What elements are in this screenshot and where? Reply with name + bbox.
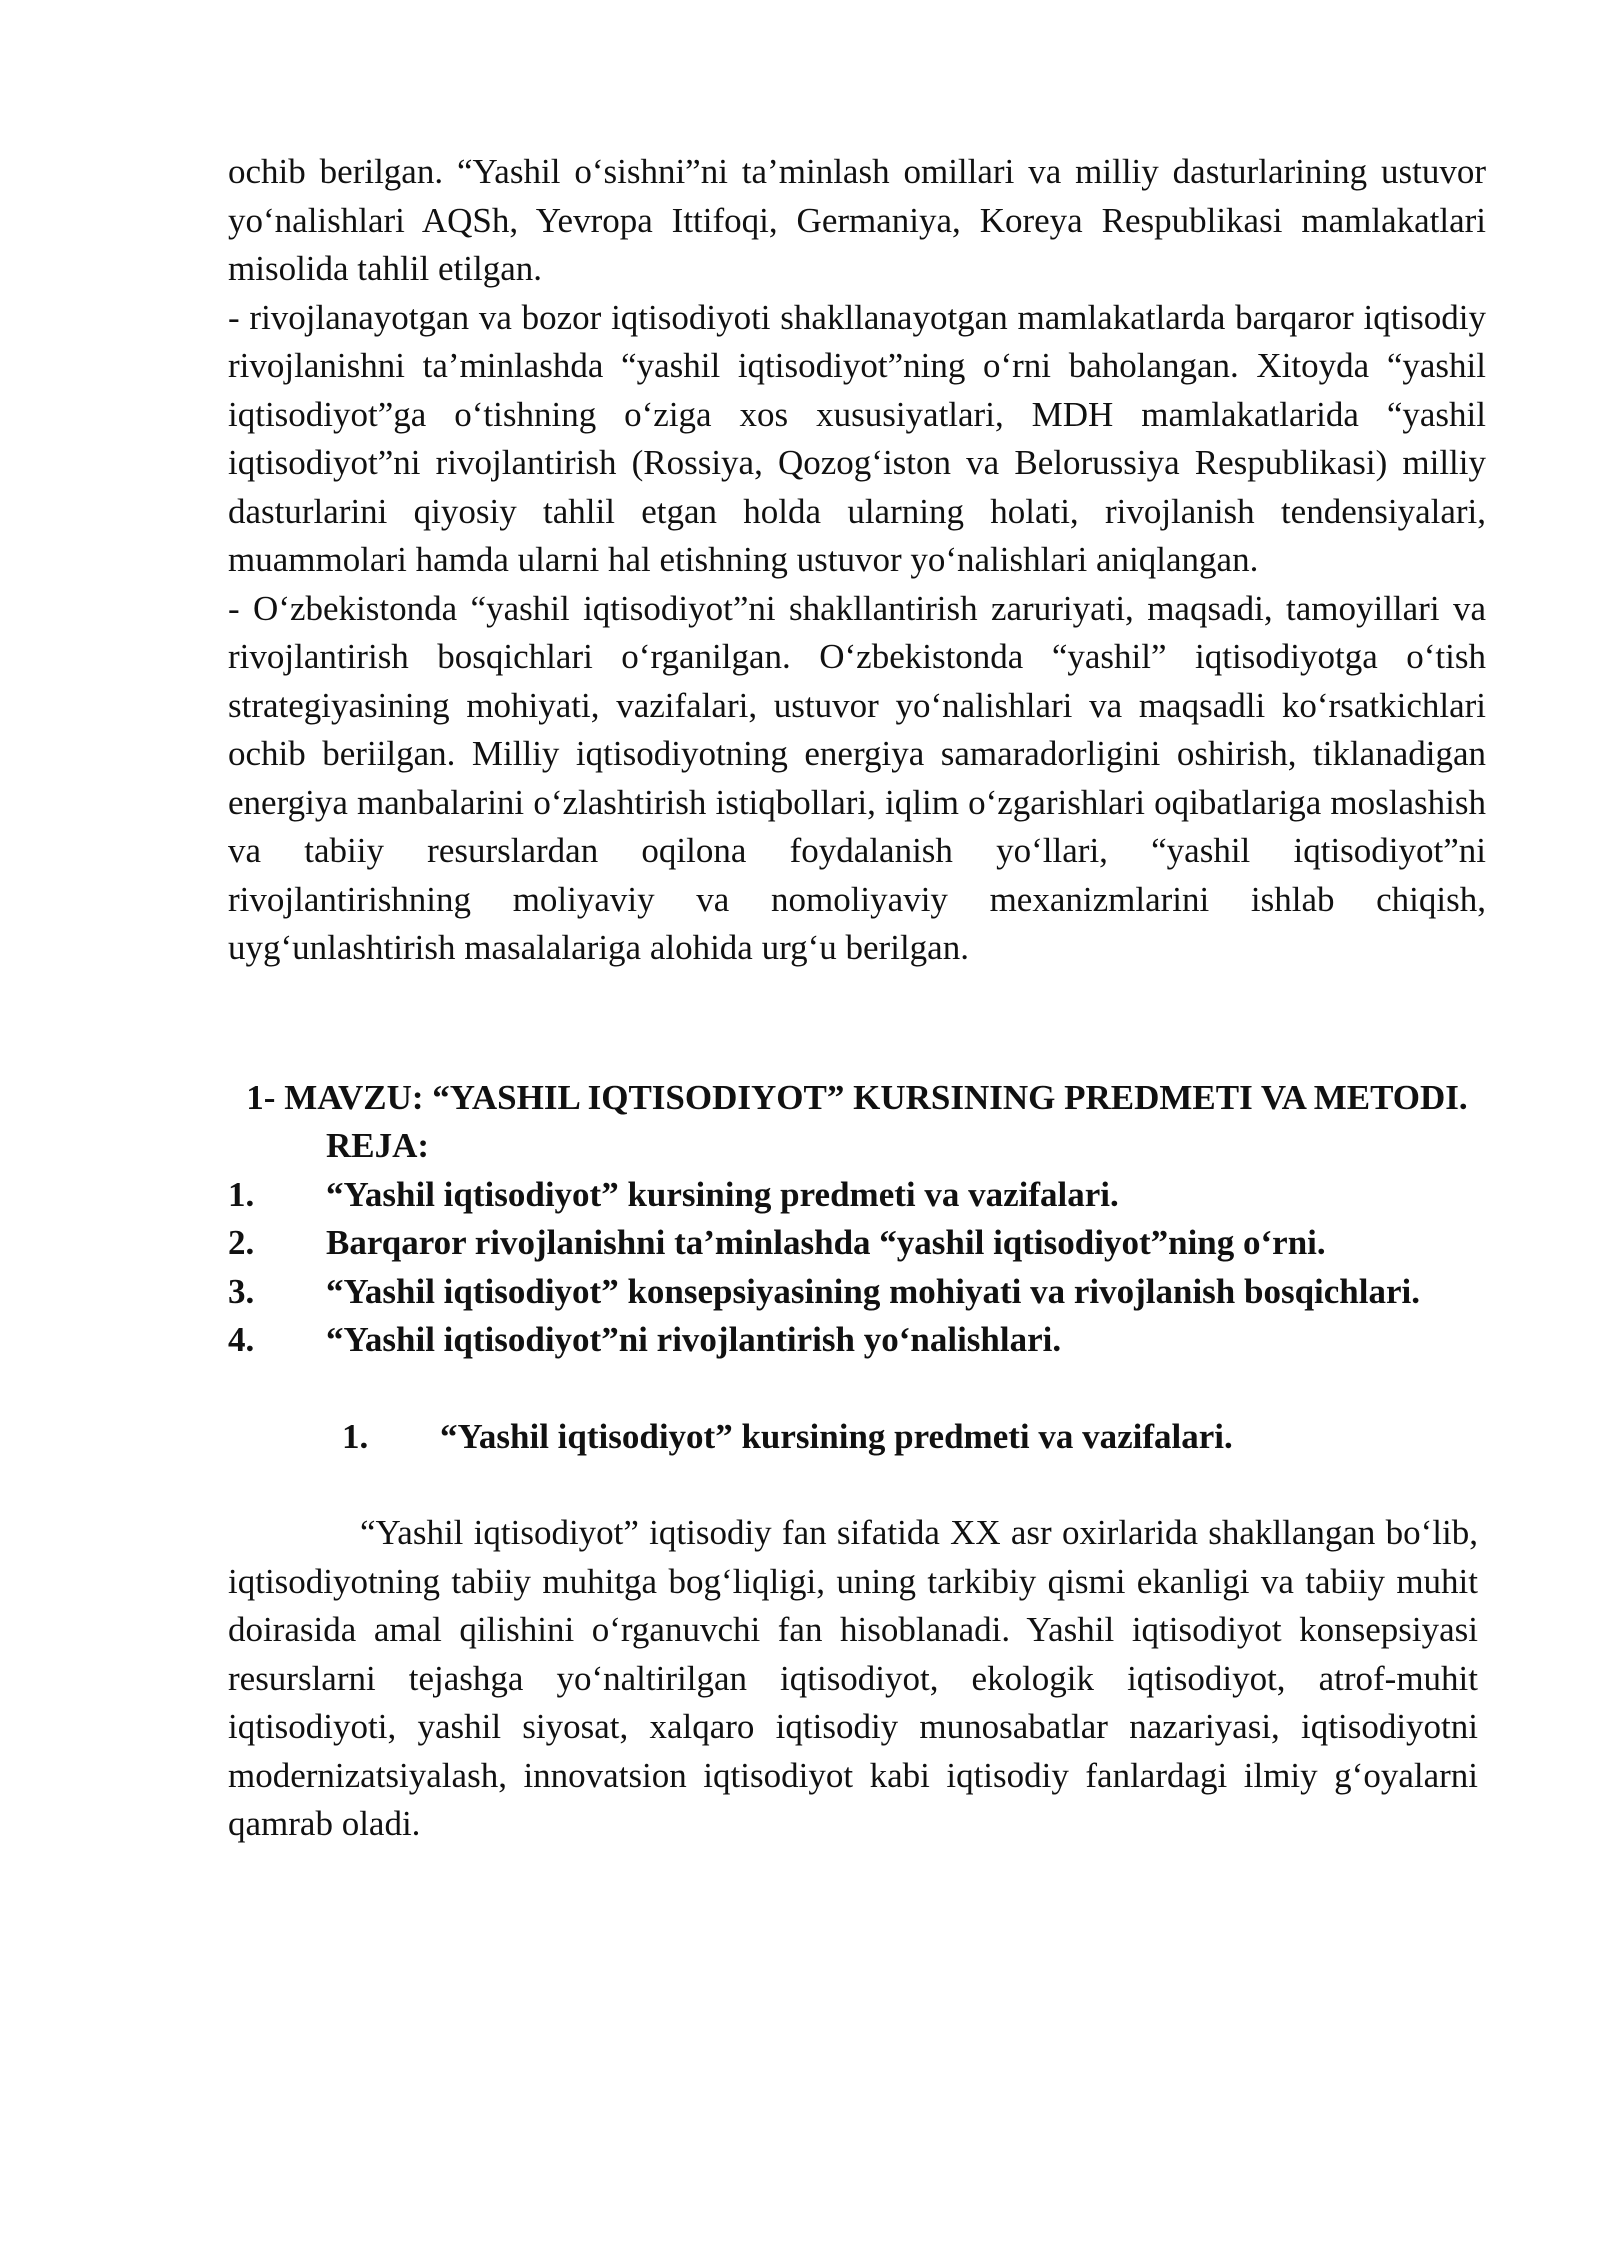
intro-paragraph-3: - O‘zbekistonda “yashil iqtisodiyot”ni shakllantirish zaruriyati, maqsadi, tamoyillari va rivojlantirish bosqichlari o‘rganilgan. O‘zbekistonda “yashil” iqtisodiyotga o‘tish strategiyasining mohiyati, vazifalari, ustuvor yo‘nalishlari va maqsadli ko‘rsatkichlari ochib beriilgan. Milliy iqtisodiyotning energiya samaradorligini oshirish, tiklanadigan energiya manbalarini o‘zlashtirish istiqbollari, iqlim o‘zgarishlari oqibatlariga moslashish va tabiiy resurslardan oqilona foydalanish yo‘llari, “yashil iqtisodiyot”ni rivojlantirishning moliyaviy va nomoliyaviy mexanizmlarini ishlab chiqish, uyg‘unlashtirish masalalariga alohida urg‘u berilgan. bbox=[228, 588, 1486, 967]
topic-title: 1- MAVZU: “YASHIL IQTISODIYOT” KURSINING PREDMETI VA METODI. bbox=[246, 1077, 1468, 1117]
plan-item-text: “Yashil iqtisodiyot” kursining predmeti va vazifalari. bbox=[326, 1174, 1119, 1214]
page-content bbox=[228, 148, 1486, 1849]
section-title: “Yashil iqtisodiyot” kursining predmeti va vazifalari. bbox=[440, 1416, 1233, 1456]
plan-item bbox=[228, 1171, 1486, 1220]
plan-item-number: 1. bbox=[228, 1174, 255, 1214]
section-heading bbox=[228, 1413, 1486, 1462]
plan-item-number: 3. bbox=[228, 1271, 255, 1311]
intro-paragraph-2: - rivojlanayotgan va bozor iqtisodiyoti shakllanayotgan mamlakatlarda barqaror iqtisodiy rivojlanishni ta’minlashda “yashil iqtisodiyot”ning o‘rni baholangan. Xitoyda “yashil iqtisodiyot”ga o‘tishning o‘ziga xos xususiyatlari, MDH mamlakatlarida “yashil iqtisodiyot”ni rivojlantirish (Rossiya, Qozog‘iston va Belorussiya Respublikasi) milliy dasturlarini qiyosiy tahlil etgan holda ularning holati, rivojlanish tendensiyalari, muammolari hamda ularni hal etishning ustuvor yo‘nalishlari aniqlangan. bbox=[228, 297, 1486, 579]
plan-item-text: “Yashil iqtisodiyot” konsepsiyasining mohiyati va rivojlanish bosqichlari. bbox=[326, 1271, 1421, 1311]
plan-label: REJA: bbox=[326, 1126, 430, 1165]
plan-item-number: 4. bbox=[228, 1320, 255, 1359]
section-number: 1. bbox=[342, 1416, 369, 1456]
plan-list bbox=[228, 1171, 1486, 1365]
intro-paragraph-1: ochib berilgan. “Yashil o‘sishni”ni ta’minlash omillari va milliy dasturlarining ustuvor yo‘nalishlari AQSh, Yevropa Ittifoqi, Germaniya, Koreya Respublikasi mamlakatlari misolida tahlil etilgan. bbox=[228, 152, 1486, 288]
plan-item-text: Barqaror rivojlanishni ta’minlashda “yashil iqtisodiyot”ning o‘rni. bbox=[326, 1223, 1326, 1262]
plan-item bbox=[228, 1316, 1486, 1365]
plan-item-number: 2. bbox=[228, 1223, 255, 1262]
section-body-paragraph: “Yashil iqtisodiyot” iqtisodiy fan sifatida XX asr oxirlarida shakllangan bo‘lib, iqtisodiyotning tabiiy muhitga bog‘liqligi, uning tarkibiy qismi ekanligi va tabiiy muhit doirasida amal qilishini o‘rganuvchi fan hisoblanadi. Yashil iqtisodiyot konsepsiyasi resurslarni tejashga yo‘naltirilgan iqtisodiyot, ekologik iqtisodiyot, atrof-muhit iqtisodiyoti, yashil siyosat, xalqaro iqtisodiy munosabatlar nazariyasi, iqtisodiyotni modernizatsiyalash, innovatsion iqtisodiyot kabi iqtisodiy fanlardagi ilmiy g‘oyalarni qamrab oladi. bbox=[228, 1513, 1478, 1843]
plan-item bbox=[228, 1268, 1486, 1317]
plan-item-text: “Yashil iqtisodiyot”ni rivojlantirish yo‘nalishlari. bbox=[326, 1320, 1062, 1359]
plan-item bbox=[228, 1219, 1486, 1268]
